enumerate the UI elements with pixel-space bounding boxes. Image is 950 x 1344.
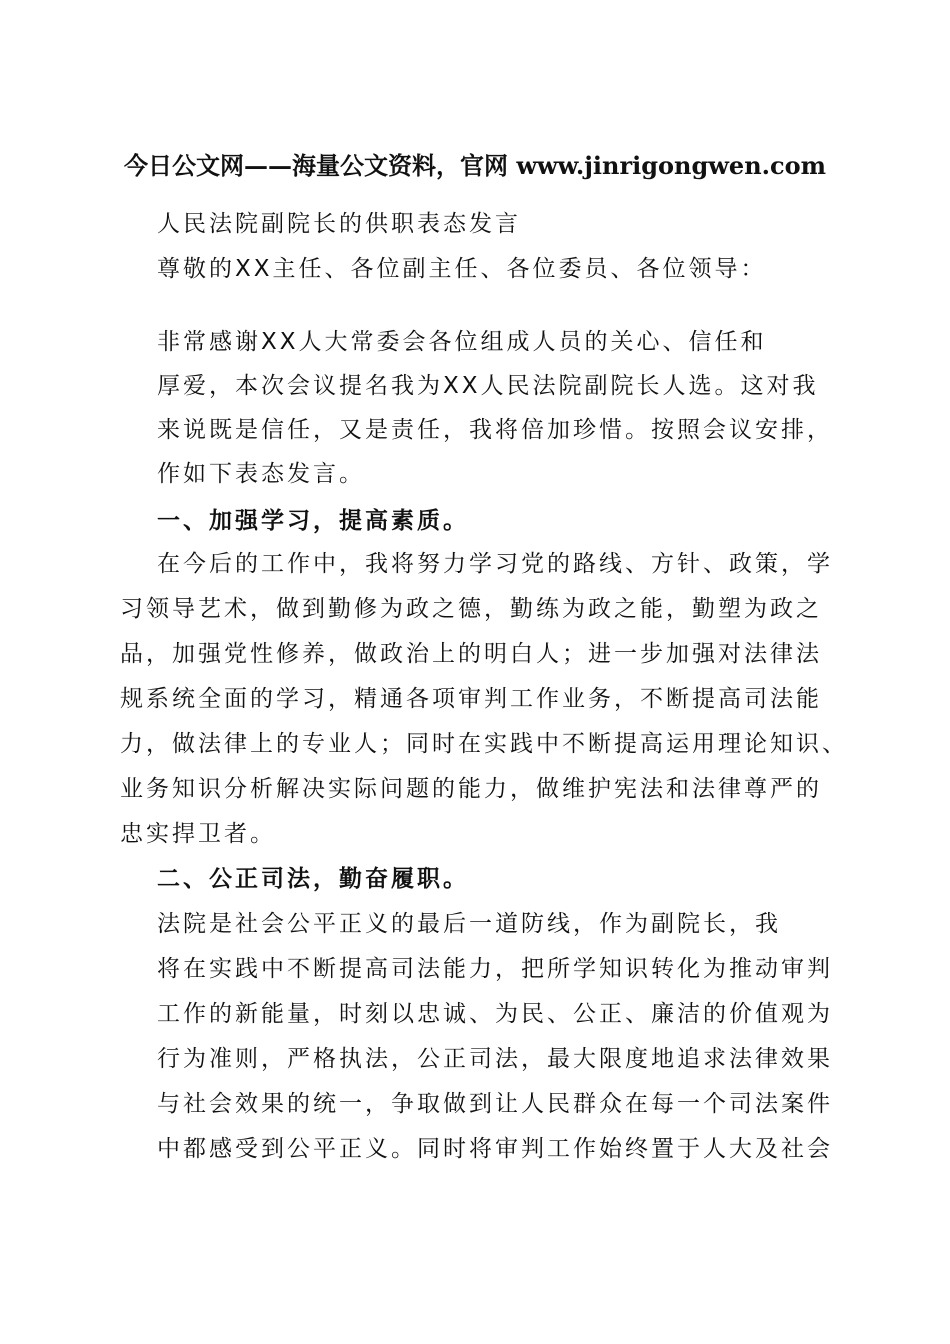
intro-line: 作如下表态发言。 — [157, 461, 365, 487]
site-header: 今日公文网——海量公文资料，官网 www.jinrigongwen.com — [123, 151, 827, 180]
document-title: 人民法院副院长的供职表态发言 — [157, 211, 521, 237]
paragraph-line: 工作的新能量，时刻以忠诚、为民、公正、廉洁的价值观为 — [157, 1001, 833, 1027]
salutation: 尊敬的XX主任、各位副主任、各位委员、各位领导： — [157, 256, 767, 282]
section-heading-1: 一、加强学习，提高素质。 — [157, 508, 469, 534]
paragraph-line: 法院是社会公平正义的最后一道防线，作为副院长，我 — [157, 911, 781, 937]
paragraph-line: 行为准则，严格执法，公正司法，最大限度地追求法律效果 — [157, 1046, 833, 1072]
paragraph-line: 忠实捍卫者。 — [120, 821, 276, 847]
intro-line: 厚爱，本次会议提名我为XX人民法院副院长人选。这对我 — [157, 373, 819, 399]
paragraph-line: 习领导艺术，做到勤修为政之德，勤练为政之能，勤塑为政之 — [120, 596, 822, 622]
intro-line: 非常感谢XX人大常委会各位组成人员的关心、信任和 — [157, 329, 767, 355]
paragraph-line: 力，做法律上的专业人；同时在实践中不断提高运用理论知识、 — [120, 731, 848, 757]
paragraph-line: 业务知识分析解决实际问题的能力，做维护宪法和法律尊严的 — [120, 776, 822, 802]
section-heading-2: 二、公正司法，勤奋履职。 — [157, 866, 469, 892]
intro-line: 来说既是信任，又是责任，我将倍加珍惜。按照会议安排， — [157, 417, 833, 443]
paragraph-line: 与社会效果的统一，争取做到让人民群众在每一个司法案件 — [157, 1091, 833, 1117]
paragraph-line: 在今后的工作中，我将努力学习党的路线、方针、政策，学 — [157, 551, 833, 577]
paragraph-line: 中都感受到公平正义。同时将审判工作始终置于人大及社会 — [157, 1136, 833, 1162]
paragraph-line: 规系统全面的学习，精通各项审判工作业务，不断提高司法能 — [120, 686, 822, 712]
paragraph-line: 将在实践中不断提高司法能力，把所学知识转化为推动审判 — [157, 956, 833, 982]
paragraph-line: 品，加强党性修养，做政治上的明白人；进一步加强对法律法 — [120, 641, 822, 667]
